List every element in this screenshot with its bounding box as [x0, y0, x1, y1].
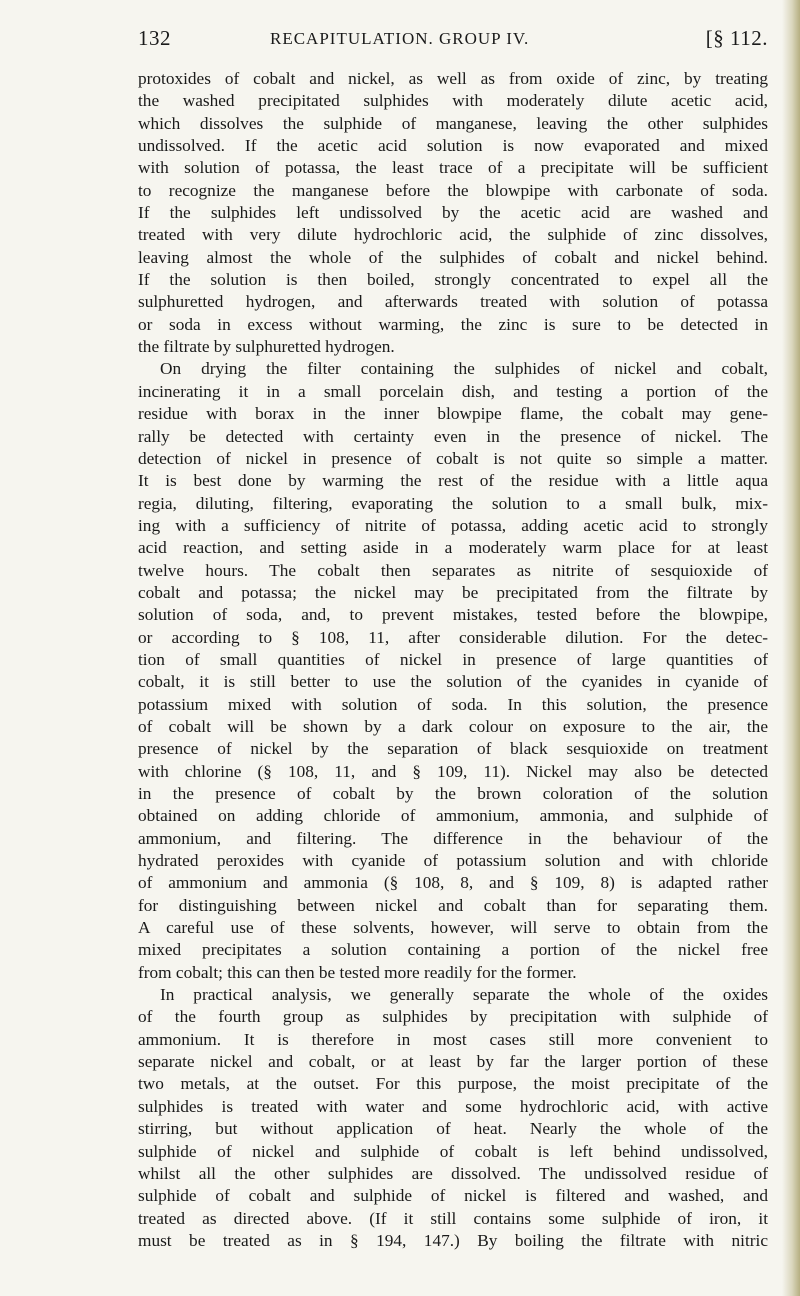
text-line: treated as directed above. (If it still contains some sulphide of iron, it [138, 1208, 768, 1228]
text-line: of ammonium and ammonia (§ 108, 8, and § 109, 8) is adapted rather [138, 873, 768, 893]
text-line: from cobalt; this can then be tested more readily for the former. [138, 962, 577, 982]
page-number: 132 [138, 26, 171, 50]
text-line: cobalt and potassa; the nickel may be precipitated from the filtrate by [138, 582, 768, 602]
text-line: the filtrate by sulphuretted hydrogen. [138, 337, 395, 357]
text-line: mixed precipitates a solution containing a portion of the nickel free [138, 940, 768, 960]
running-title: RECAPITULATION. GROUP IV. [270, 29, 530, 48]
text-line: sulphuretted hydrogen, and afterwards treated with solution of potassa [138, 292, 768, 312]
text-line: sulphide of cobalt and sulphide of nickel is filtered and washed, and [138, 1186, 768, 1206]
text-line: presence of nickel by the separation of black sesquioxide on treatment [138, 739, 768, 759]
text-line: sulphide of nickel and sulphide of cobalt is left behind undissolved, [138, 1141, 768, 1161]
page-edge-shadow [782, 0, 800, 1296]
text-line: whilst all the other sulphides are dissolved. The undissolved residue of [138, 1163, 768, 1183]
text-line: which dissolves the sulphide of manganese, leaving the other sulphides [138, 113, 768, 133]
text-line: stirring, but without application of heat. Nearly the whole of the [138, 1119, 768, 1139]
text-line: If the sulphides left undissolved by the acetic acid are washed and [138, 203, 768, 223]
text-line: in the presence of cobalt by the brown coloration of the solution [138, 784, 768, 803]
text-line: regia, diluting, filtering, evaporating the solution to a small bulk, mix- [138, 493, 768, 513]
text-line: leaving almost the whole of the sulphides of cobalt and nickel behind. [138, 247, 768, 267]
text-line: of the fourth group as sulphides by precipitation with sulphide of [138, 1007, 768, 1027]
text-line: for distinguishing between nickel and cobalt than for separating them. [138, 895, 768, 915]
text-line: twelve hours. The cobalt then separates as nitrite of sesquioxide of [138, 560, 768, 580]
text-line: separate nickel and cobalt, or at least by far the larger portion of these [138, 1052, 768, 1072]
text-line: or soda in excess without warming, the zinc is sure to be detected in [138, 314, 768, 334]
text-line: If the solution is then boiled, strongly concentrated to expel all the [138, 270, 768, 290]
text-line: undissolved. If the acetic acid solution is now evaporated and mixed [138, 136, 768, 156]
text-line: cobalt, it is still better to use the solution of the cyanides in cyanide of [138, 672, 768, 692]
text-line: of cobalt will be shown by a dark colour on exposure to the air, the [138, 716, 768, 736]
text-line: ammonium. It is therefore in most cases still more convenient to [138, 1029, 768, 1049]
text-line: ing with a sufficiency of nitrite of potassa, adding acetic acid to strongly [138, 515, 768, 535]
text-line: rally be detected with certainty even in the presence of nickel. The [138, 426, 768, 446]
text-line: to recognize the manganese before the blowpipe with carbonate of soda. [138, 180, 768, 200]
text-line: protoxides of cobalt and nickel, as well as from oxide of zinc, by treating [138, 69, 768, 88]
text-line: In practical analysis, we generally separate the whole of the oxides [160, 985, 768, 1005]
text-line: incinerating it in a small porcelain dish, and testing a portion of the [138, 381, 768, 401]
text-line: residue with borax in the inner blowpipe flame, the cobalt may gene- [138, 404, 768, 424]
text-line: hydrated peroxides with cyanide of potassium solution and with chloride [138, 851, 768, 871]
text-line: or according to § 108, 11, after considerable dilution. For the detec- [138, 627, 768, 647]
section-reference: [§ 112. [705, 26, 768, 50]
text-line: detection of nickel in presence of cobalt is not quite so simple a matter. [138, 448, 768, 468]
text-line: On drying the filter containing the sulphides of nickel and cobalt, [160, 359, 768, 379]
text-line: tion of small quantities of nickel in presence of large quantities of [138, 649, 768, 669]
text-line: obtained on adding chloride of ammonium, ammonia, and sulphide of [138, 806, 768, 826]
text-line: treated with very dilute hydrochloric acid, the sulphide of zinc dissolves, [138, 225, 768, 245]
text-line: It is best done by warming the rest of the residue with a little aqua [138, 471, 768, 491]
text-line: potassium mixed with solution of soda. In this solution, the presence [138, 694, 768, 714]
running-head [138, 26, 768, 54]
body-text [138, 68, 768, 1252]
text-line: solution of soda, and, to prevent mistakes, tested before the blowpipe, [138, 605, 768, 625]
text-line: the washed precipitated sulphides with moderately dilute acetic acid, [138, 91, 768, 111]
text-line: must be treated as in § 194, 147.) By boiling the filtrate with nitric [138, 1230, 768, 1250]
text-line: sulphides is treated with water and some hydrochloric acid, with active [138, 1096, 768, 1116]
text-line: with chlorine (§ 108, 11, and § 109, 11). Nickel may also be detected [138, 761, 768, 781]
text-line: A careful use of these solvents, however, will serve to obtain from the [138, 918, 768, 938]
text-line: acid reaction, and setting aside in a moderately warm place for at least [138, 538, 768, 558]
text-line: ammonium, and filtering. The difference in the behaviour of the [138, 828, 768, 848]
text-line: with solution of potassa, the least trace of a precipitate will be sufficient [138, 158, 768, 178]
text-line: two metals, at the outset. For this purpose, the moist precipitate of the [138, 1074, 768, 1094]
